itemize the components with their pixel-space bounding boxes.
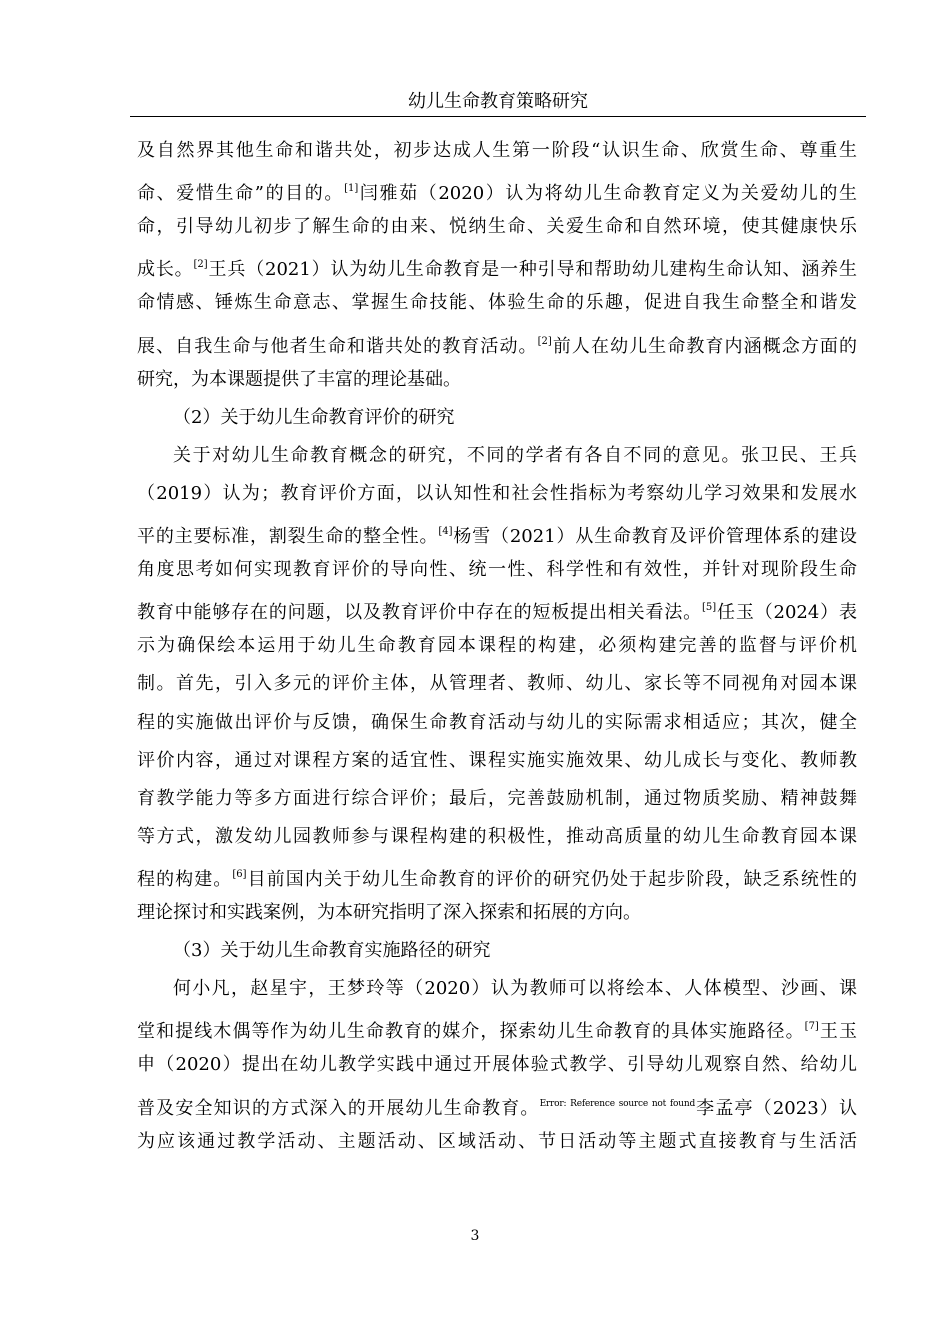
text-segment: 关于对幼儿生命教育概念的研究，不同的学者有各自不同的意见。张卫民、王兵 <box>173 444 857 466</box>
text-segment: 评价内容，通过对课程方案的适宜性、课程实施实施效果、幼儿成长与变化、教师教 <box>137 749 857 771</box>
text-segment: 成长。 <box>137 259 194 281</box>
text-segment: （3）关于幼儿生命教育实施路径的研究 <box>173 940 491 962</box>
text-segment: 育教学能力等多方面进行综合评价；最后，完善鼓励机制，通过物质奖励、精神鼓舞 <box>137 787 857 809</box>
text-segment: 堂和提线木偶等作为幼儿生命教育的媒介，探索幼儿生命教育的具体实施路径。 <box>137 1021 805 1043</box>
text-line <box>137 136 857 166</box>
text-line <box>137 898 857 928</box>
text-segment: 目前国内关于幼儿生命教育的评价的研究仍处于起步阶段，缺乏系统性的 <box>246 868 858 890</box>
text-line <box>137 250 857 280</box>
text-segment: 申（2020）提出在幼儿教学实践中通过开展体验式教学、引导幼儿观察自然、给幼儿 <box>137 1054 857 1076</box>
text-segment: 命，引导幼儿初步了解生命的由来、悦纳生命、关爱生命和自然环境，使其健康快乐 <box>137 216 857 238</box>
text-line <box>173 403 857 433</box>
text-segment: 等方式，激发幼儿园教师参与课程构建的积极性，推动高质量的幼儿生命教育园本课 <box>137 825 857 847</box>
text-segment: 程的实施做出评价与反馈，确保生命教育活动与幼儿的实际需求相适应；其次，健全 <box>137 711 857 733</box>
text-segment: 教育中能够存在的问题，以及教育评价中存在的短板提出相关看法。 <box>137 602 703 624</box>
text-segment: 何小凡，赵星宇，王梦玲等（2020）认为教师可以将绘本、人体模型、沙画、课 <box>173 978 857 1000</box>
text-line <box>137 860 857 890</box>
text-line <box>137 174 857 204</box>
text-line <box>137 669 857 699</box>
reference-error: Error: Reference source not found <box>539 1098 695 1109</box>
text-line <box>137 288 857 318</box>
text-line <box>137 479 857 509</box>
text-segment: 理论探讨和实践案例，为本研究指明了深入探索和拓展的方向。 <box>137 902 641 923</box>
text-segment: 普及安全知识的方式深入的开展幼儿生命教育。 <box>137 1097 540 1119</box>
text-segment: 命情感、锤炼生命意志、掌握生命技能、体验生命的乐趣，促进自我生命整全和谐发 <box>137 292 857 314</box>
text-line <box>137 1050 857 1080</box>
text-segment: （2）关于幼儿生命教育评价的研究 <box>173 406 455 428</box>
citation-ref: [7] <box>804 1021 819 1033</box>
text-line <box>137 1012 857 1042</box>
text-line <box>173 974 857 1004</box>
text-segment: 李孟亭（2023）认 <box>695 1097 857 1119</box>
text-segment: 前人在幼儿生命教育内涵概念方面的 <box>551 335 858 357</box>
text-segment: 王玉 <box>818 1021 857 1043</box>
text-line <box>137 708 857 738</box>
text-segment: 为应该通过教学活动、主题活动、区域活动、节日活动等主题式直接教育与生活活 <box>137 1130 857 1152</box>
text-line <box>137 593 857 623</box>
text-segment: 及自然界其他生命和谐共处，初步达成人生第一阶段“认识生命、欣赏生命、尊重生 <box>137 140 857 161</box>
citation-ref: [4] <box>438 526 453 537</box>
text-line <box>137 517 857 547</box>
text-line <box>137 555 857 585</box>
text-line <box>137 1127 857 1157</box>
text-line <box>137 365 857 395</box>
text-segment: 任玉（2024）表 <box>716 602 857 624</box>
text-line <box>137 746 857 776</box>
text-line <box>137 212 857 242</box>
citation-ref: [5] <box>702 602 717 614</box>
text-segment: 杨雪（2021）从生命教育及评价管理体系的建设 <box>452 526 857 547</box>
running-header: 幼儿生命教育策略研究 <box>130 88 866 117</box>
text-segment: 程的构建。 <box>137 868 233 890</box>
page-number: 3 <box>470 1228 480 1244</box>
text-line <box>137 631 857 661</box>
text-line <box>137 1089 857 1119</box>
text-segment: 制。首先，引入多元的评价主体，从管理者、教师、幼儿、家长等不同视角对园本课 <box>137 673 857 695</box>
text-segment: 平的主要标准，割裂生命的整全性。 <box>137 526 439 547</box>
text-segment: 闫雅茹（2020）认为将幼儿生命教育定义为关爱幼儿的生 <box>358 183 857 205</box>
citation-ref: [2] <box>193 259 208 271</box>
text-line <box>137 327 857 357</box>
text-line <box>173 936 857 966</box>
text-segment: 示为确保绘本运用于幼儿生命教育园本课程的构建，必须构建完善的监督与评价机 <box>137 635 857 657</box>
text-segment: 命、爱惜生命”的目的。 <box>137 183 345 205</box>
text-segment: 角度思考如何实现教育评价的导向性、统一性、科学性和有效性，并针对现阶段生命 <box>137 559 857 581</box>
text-segment: 王兵（2021）认为幼儿生命教育是一种引导和帮助幼儿建构生命认知、涵养生 <box>207 259 858 281</box>
text-line <box>137 784 857 814</box>
text-line <box>137 822 857 852</box>
citation-ref: [1] <box>344 183 359 195</box>
citation-ref: [6] <box>232 868 247 880</box>
text-line <box>173 441 857 471</box>
text-segment: （2019）认为；教育评价方面，以认知性和社会性指标为考察幼儿学习效果和发展水 <box>137 482 857 504</box>
text-segment: 展、自我生命与他者生命和谐共处的教育活动。 <box>137 335 538 357</box>
citation-ref: [2] <box>537 335 552 347</box>
text-segment: 研究，为本课题提供了丰富的理论基础。 <box>137 368 461 390</box>
